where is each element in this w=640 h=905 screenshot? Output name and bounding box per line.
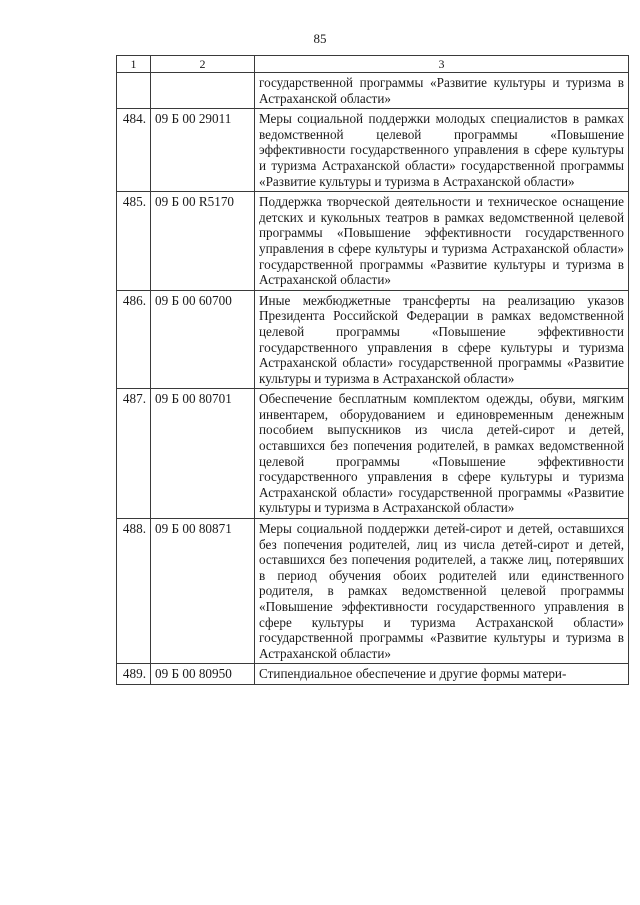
table-row	[117, 519, 629, 664]
row-description: Меры социальной поддержки молодых специалистов в рамках ведомственной целевой программы «Повышение эффективности государственного управления в сфере культуры и туризма Астраханской области» государственной программы «Развитие культуры и туризма в Астраханской области»	[255, 109, 629, 192]
row-number: 489.	[117, 664, 151, 685]
table-row	[117, 664, 629, 685]
page-number: 85	[313, 31, 327, 46]
table-row	[117, 290, 629, 389]
row-number: 487.	[117, 389, 151, 519]
row-code: 09 Б 00 80950	[151, 664, 255, 685]
header-col-1: 1	[117, 56, 151, 73]
table-header-row	[117, 56, 629, 73]
row-description: Меры социальной поддержки детей-сирот и детей, оставшихся без попечения родителей, лиц из числа детей-сирот и детей, оставшихся без попечения родителей, а также лиц, потерявших в период обучения обоих родителей или единственного родителя, в рамках ведомственной целевой программы «Повышение эффективности государственного управления в сфере культуры и туризма Астраханской области» государственной программы «Развитие культуры и туризма в Астраханской области»	[255, 519, 629, 664]
row-description: Иные межбюджетные трансферты на реализацию указов Президента Российской Федерации в рамках ведомственной целевой программы «Повышение эффективности государственного управления в сфере культуры и туризма Астраханской области» государственной программы «Развитие культуры и туризма в Астраханской области»	[255, 290, 629, 389]
row-number: 488.	[117, 519, 151, 664]
row-number: 484.	[117, 109, 151, 192]
row-code: 09 Б 00 R5170	[151, 192, 255, 291]
header-col-2: 2	[151, 56, 255, 73]
row-number: 485.	[117, 192, 151, 291]
table-row	[117, 73, 629, 109]
row-code: 09 Б 00 29011	[151, 109, 255, 192]
table-row	[117, 389, 629, 519]
row-code	[151, 73, 255, 109]
row-code: 09 Б 00 80871	[151, 519, 255, 664]
budget-classification-table	[116, 55, 629, 685]
header-col-3: 3	[255, 56, 629, 73]
row-description: Поддержка творческой деятельности и техническое оснащение детских и кукольных театров в рамках ведомственной целевой программы «Повышение эффективности государственного управления в сфере культуры и туризма Астраханской области» государственной программы «Развитие культуры и туризма в Астраханской области»	[255, 192, 629, 291]
row-code: 09 Б 00 60700	[151, 290, 255, 389]
row-number: 486.	[117, 290, 151, 389]
row-code: 09 Б 00 80701	[151, 389, 255, 519]
row-number	[117, 73, 151, 109]
row-description: государственной программы «Развитие культуры и туризма в Астраханской области»	[255, 73, 629, 109]
table-row	[117, 109, 629, 192]
row-description: Стипендиальное обеспечение и другие формы матери-	[255, 664, 629, 685]
table-row	[117, 192, 629, 291]
row-description: Обеспечение бесплатным комплектом одежды, обуви, мягким инвентарем, оборудованием и единовременным денежным пособием выпускников из числа детей-сирот и детей, оставшихся без попечения родителей, в рамках ведомственной целевой программы «Повышение эффективности государственного управления в сфере культуры и туризма Астраханской области» государственной программы «Развитие культуры и туризма в Астраханской области»	[255, 389, 629, 519]
